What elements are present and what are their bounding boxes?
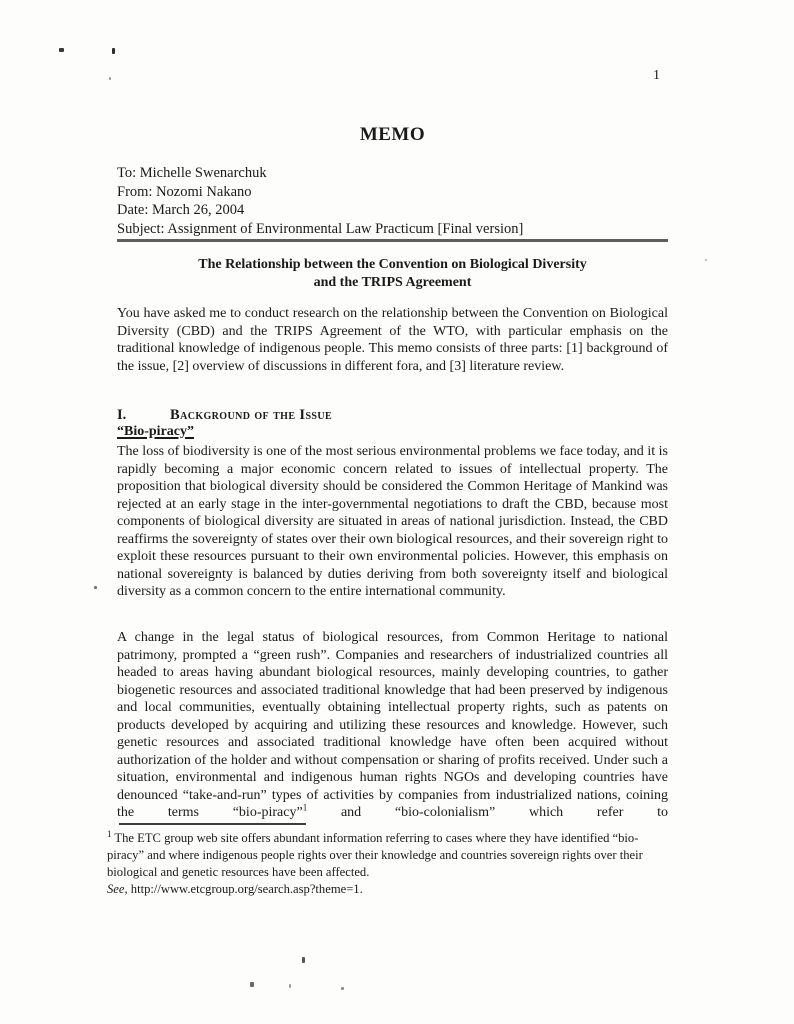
scan-speck [302,957,305,963]
document-heading [117,256,668,291]
memo-subject-line: Subject: Assignment of Environmental Law Practicum [Final version] [117,220,524,237]
greenrush-paragraph [117,629,668,822]
scan-speck [289,984,291,988]
footnote-reference-marker: 1 [302,802,308,813]
scan-speck [109,77,111,80]
memo-to-line: To: Michelle Swenarchuk [117,165,267,181]
scan-speck [705,259,707,261]
memo-title: MEMO [359,124,426,145]
memo-header-block [117,164,668,238]
footnote-text: The ETC group web site offers abundant information referring to cases where they have identified “bio-piracy” and where indigenous people rights over their knowledge and countries sovereign rights over their biological and genetic resources have been affected. [107,831,643,879]
greenrush-paragraph-text-cont: and “bio-colonialism” which refer to [307,805,668,820]
scan-speck [250,982,254,987]
scan-speck [94,586,97,589]
scan-speck [112,48,115,54]
footnote-marker: 1 [107,828,112,839]
header-divider-rule [117,239,668,242]
subsection-heading-biopiracy: “Bio-piracy” [117,424,194,439]
page-number: 1 [653,68,660,83]
footnote-see-line [107,881,667,898]
biopiracy-paragraph: The loss of biodiversity is one of the most serious environmental problems we face today, and it is rapidly becoming a major economic concern related to issues of intellectual property. The proposition that biological diversity should be considered the Common Heritage of Mankind was rejected at an early stage in the inter-governmental negotiations to draft the CBD, because most components of biological diversity are situated in areas of national jurisdiction. Instead, the CBD reaffirms the sovereignty of states over their own biological resources, and their sovereign right to exploit these resources pursuant to their own environmental policies. However, this emphasis on national sovereignty is balanced by duties deriving from both sovereignty itself and biological diversity as a common concern to the entire international community. [117,444,668,599]
footnote-body [107,830,667,881]
section-number: I. [117,407,127,423]
intro-paragraph: You have asked me to conduct research on the relationship between the Convention on Biological Diversity (CBD) and the TRIPS Agreement of the WTO, with particular emphasis on the traditional knowledge of indigenous people. This memo consists of three parts: [1] background of the issue, [2] overview of discussions in different fora, and [3] literature review. [117,306,668,374]
memo-date-line: Date: March 26, 2004 [117,202,245,218]
document-heading-line2: and the TRIPS Agreement [313,274,472,290]
footnote-divider-rule [119,823,306,825]
footnote-see-label: See, [107,882,128,896]
scan-speck [59,48,64,52]
document-heading-line1: The Relationship between the Convention on Biological Diversity [198,257,587,272]
footnote-url: http://www.etcgroup.org/search.asp?theme=1. [127,882,363,896]
footnote-block [107,830,667,898]
scan-speck [341,987,344,990]
memo-from-line: From: Nozomi Nakano [117,183,252,200]
section-title: Background of the Issue [170,407,333,423]
section-heading [117,407,668,424]
greenrush-paragraph-text: A change in the legal status of biological resources, from Common Heritage to national patrimony, prompted a “green rush”. Companies and researchers of industrialized countries all headed to areas having abundant biological resources, mainly developing countries, to gather biogenetic resources and associated traditional knowledge that had been preserved by indigenous and local communities, eventually obtaining intellectual property rights, such as patents on products developed by acquiring and utilizing these resources and knowledge. However, such genetic resources and associated traditional knowledge have often been acquired without authorization of the holder and without compensation or sharing of profits received. Under such a situation, environmental and indigenous human rights NGOs and developing countries have denounced “take-and-run” types of activities by companies from industrialized nations, coining the terms “bio-piracy” [117,630,668,820]
